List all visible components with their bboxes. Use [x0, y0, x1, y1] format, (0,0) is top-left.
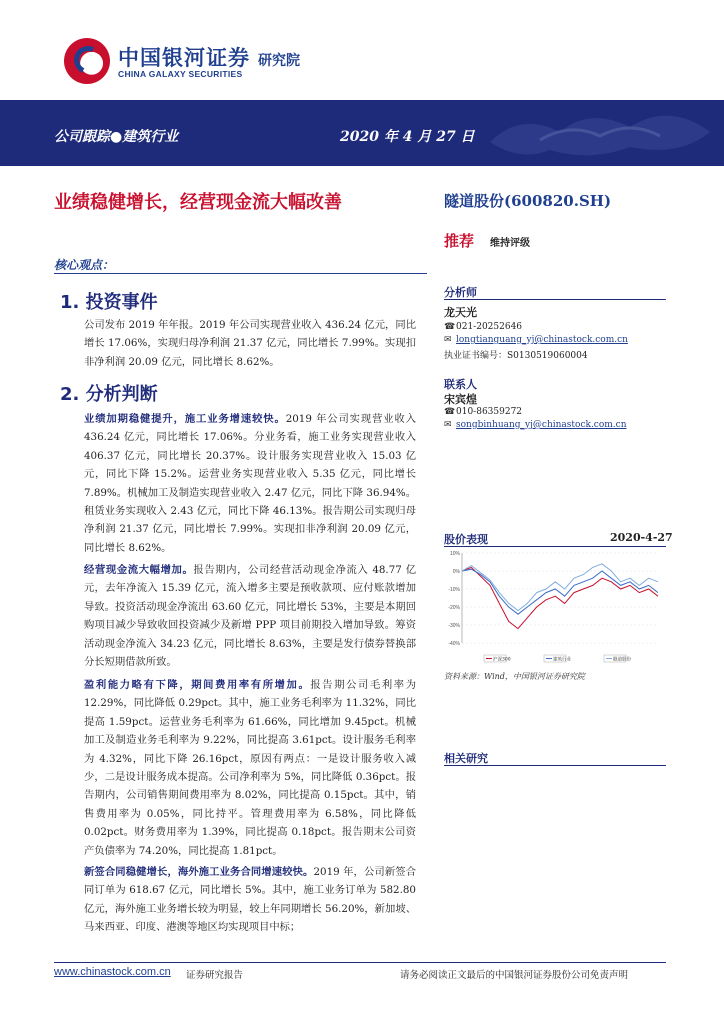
institute-label: 研究院 — [258, 53, 300, 69]
performance-date: 2020-4-27 — [610, 531, 673, 544]
paragraph-lead: 新签合同稳健增长，海外施工业务合同增速较快。 — [84, 866, 314, 878]
chart-source: 资料来源：Wind，中国银河证券研究院 — [444, 672, 585, 681]
footer-website-link[interactable]: www.chinastock.com.cn — [54, 966, 171, 978]
paragraph-lead: 经营现金流大幅增加。 — [84, 564, 194, 576]
paragraph — [84, 561, 416, 671]
paragraph — [84, 863, 416, 937]
analyst-heading: 分析师 — [444, 286, 477, 299]
phone-icon: ☎ — [444, 322, 456, 332]
legend-label: 沪深300 — [493, 657, 511, 663]
paragraph-lead: 业绩加期稳健提升，施工业务增速较快。 — [84, 413, 286, 425]
contact-name: 宋宾煌 — [444, 393, 477, 406]
core-divider — [54, 273, 427, 274]
report-category: 公司跟踪●建筑行业 — [54, 129, 179, 145]
analyst-phone-value: 021-20252646 — [456, 322, 523, 332]
paragraph-text: 2019 年，公司新签合同订单为 618.67 亿元，同比增长 5%。其中，施工业务订单为 582.80 亿元，海外施工业务增长较为明显，较上年同期增长 56.20%，新加坡、马来西亚、印度、港澳等地区均实现项目中标； — [84, 866, 416, 934]
core-view-label: 核心观点： — [54, 258, 115, 272]
y-tick-label: -30% — [448, 623, 460, 629]
analyst-email-link[interactable]: longtianguang_yj@chinastock.com.cn — [456, 335, 628, 345]
report-headline: 业绩稳健增长，经营现金流大幅改善 — [54, 192, 342, 213]
email-icon: ✉ — [444, 420, 452, 430]
rating-sub-label: 维持评级 — [490, 238, 530, 249]
report-date: 2020 年 4 月 27 日 — [340, 129, 475, 145]
analyst-divider — [444, 299, 666, 300]
paragraph-lead: 盈利能力略有下降，期间费用率有所增加。 — [84, 679, 311, 691]
analyst-name: 龙天光 — [444, 306, 477, 319]
email-icon: ✉ — [444, 335, 452, 345]
stock-performance-chart — [444, 545, 666, 669]
legend-label: 隧道股份 — [613, 657, 631, 663]
galaxy-logo-icon — [64, 38, 110, 84]
footer-tag: 证券研究报告 — [186, 970, 244, 981]
logo-english-name: CHINA GALAXY SECURITIES — [118, 69, 243, 79]
paragraph — [84, 316, 416, 371]
phone-icon: ☎ — [444, 407, 456, 417]
logo-chinese-name: 中国银河证券 — [118, 46, 250, 70]
paragraph-text: 报告期公司毛利率为 12.29%，同比降低 0.29pct。其中，施工业务毛利率为 11.32%，同比提高 1.59pct。运营业务毛利率为 61.66%，同比增加 9.45pct。机械加工及制造业务毛利率为 9.22%，同比提高 3.61pct。设计服务毛利率为 4.32%，同比下降 26.16pct，原因有两点：一是设计服务收入减少，二是设计服务成本提高。公司净利率为 5%，同比降低 0.36pct。报告期内，公司销售期间费用率为 8.02%，同比提高 0.15pct。其中，销售费用率为 0.05%，同比持平。管理费用率为 6.58%，同比降低 0.02pct。财务费用率为 1.39%，同比提高 0.18pct。报告期末公司资产负债率为 74.20%，同比提高 1.81pct。 — [84, 679, 417, 857]
performance-heading: 股价表现 — [444, 533, 488, 546]
footer-disclaimer: 请务必阅读正文最后的中国银河证券股份公司免责声明 — [400, 970, 629, 981]
section-title: 2. 分析判断 — [60, 384, 158, 405]
contact-email — [444, 420, 627, 430]
contact-phone — [444, 407, 522, 417]
contact-heading: 联系人 — [444, 378, 477, 391]
y-tick-label: 0% — [452, 569, 460, 575]
analyst-cert: 执业证书编号：S0130519060004 — [444, 351, 588, 361]
contact-email-link[interactable]: songbinhuang_yj@chinastock.com.cn — [456, 420, 627, 430]
legend-label: 建筑行业 — [553, 657, 571, 663]
paragraph-text: 公司发布 2019 年年报。2019 年公司实现营业收入 436.24 亿元，同比增长 17.06%，实现归母净利润 21.37 亿元，同比增长 7.99%。实现扣非净利润 20.09 亿元，同比增长 8.62%。 — [84, 319, 416, 368]
paragraph-text: 报告期内，公司经营活动现金净流入 48.77 亿元，去年净流入 15.39 亿元，流入增多主要是预收款项、应付账款增加导致。投资活动现金净流出 63.60 亿元，同比增长 53%，主要是本期回购项目减少导致收回投资减少及新增 PPP 项目前期投入增加导致。筹资活动现金净流入 34.23 亿元，同比增长 8.63%，主要是发行债券替换部分长短期借款所致。 — [84, 564, 417, 669]
y-tick-label: -10% — [448, 587, 460, 593]
paragraph — [84, 410, 416, 557]
section-title: 1. 投资事件 — [60, 292, 158, 313]
footer-divider — [54, 962, 666, 963]
series-line — [462, 567, 658, 628]
related-heading: 相关研究 — [444, 752, 488, 765]
paragraph-text: 2019 年公司实现营业收入 436.24 亿元，同比增长 17.06%。分业务看，施工业务实现营业收入 406.37 亿元，同比增长 20.37%。设计服务实现营业收入 15.03 亿元，同比下降 15.2%。运营业务实现营业收入 5.35 亿元，同比增长 7.89%。机械加工及制造实现营业收入 2.47 亿元，同比下降 36.94%。租赁业务实现收入 2.43 亿元，同比下降 46.13%。报告期公司实现归母净利润 21.37 亿元，同比增长 7.99%。实现扣非净利润 20.09 亿元，同比增长 8.62%。 — [84, 413, 417, 554]
analyst-phone — [444, 322, 522, 332]
y-tick-label: -40% — [448, 641, 460, 647]
rating-label: 推荐 — [444, 232, 475, 250]
analyst-email — [444, 335, 628, 345]
cloud-decoration-icon — [480, 102, 720, 164]
y-tick-label: -20% — [448, 605, 460, 611]
y-tick-label: 10% — [449, 551, 460, 557]
series-line — [462, 569, 658, 614]
paragraph — [84, 676, 416, 860]
contact-phone-value: 010-86359272 — [456, 407, 523, 417]
stock-name: 隧道股份(600820.SH) — [444, 192, 612, 210]
related-divider — [444, 765, 666, 766]
